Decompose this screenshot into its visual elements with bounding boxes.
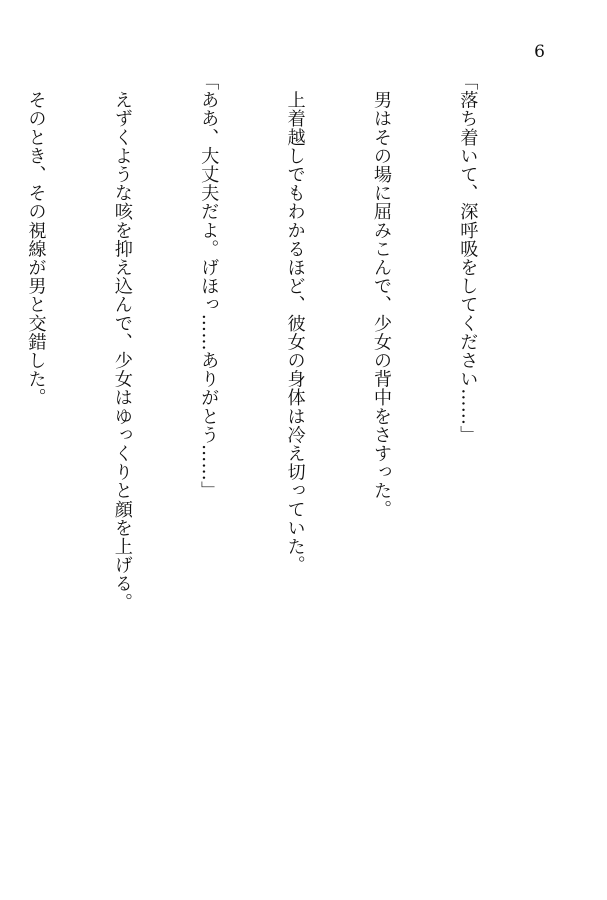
text-line: 上着越しでもわかるほど、彼女の身体は冷え切っていた。 xyxy=(284,72,306,575)
body-text xyxy=(0,72,539,862)
text-line: 男はその場に屈みこんで、少女の背中をさすった。 xyxy=(371,72,393,519)
page-number: 6 xyxy=(534,42,545,62)
text-line: そのとき、その視線が男と交錯した。 xyxy=(25,72,47,407)
text-line: 「ああ、大丈夫だよ。げほっ……ありがとう……」 xyxy=(198,72,220,500)
text-line: えずくような咳を抑え込んで、少女はゆっくりと顔を上げる。 xyxy=(111,72,133,612)
text-line: 「落ち着いて、深呼吸をしてください……」 xyxy=(457,72,479,444)
